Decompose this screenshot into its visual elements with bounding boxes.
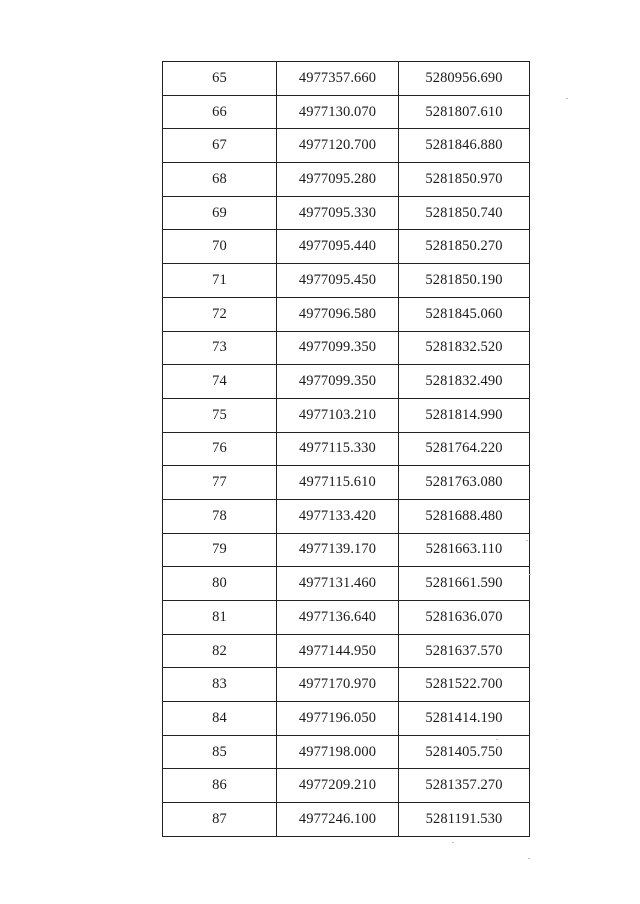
y-coordinate-cell: 5281850.970 xyxy=(399,163,530,197)
x-coordinate-cell: 4977099.350 xyxy=(277,365,399,399)
x-coordinate-cell: 4977170.970 xyxy=(277,668,399,702)
scan-speck xyxy=(452,842,454,843)
table-row xyxy=(163,297,530,331)
x-coordinate-cell: 4977144.950 xyxy=(277,634,399,668)
x-coordinate-cell: 4977130.070 xyxy=(277,95,399,129)
scan-speck xyxy=(528,858,530,859)
table-row xyxy=(163,62,530,96)
point-number-cell: 68 xyxy=(163,163,277,197)
y-coordinate-cell: 5281663.110 xyxy=(399,533,530,567)
point-number-cell: 81 xyxy=(163,601,277,635)
table-row xyxy=(163,365,530,399)
point-number-cell: 80 xyxy=(163,567,277,601)
point-number-cell: 70 xyxy=(163,230,277,264)
table-row xyxy=(163,331,530,365)
table-row xyxy=(163,668,530,702)
point-number-cell: 76 xyxy=(163,432,277,466)
y-coordinate-cell: 5281764.220 xyxy=(399,432,530,466)
table-row xyxy=(163,702,530,736)
point-number-cell: 79 xyxy=(163,533,277,567)
y-coordinate-cell: 5281850.270 xyxy=(399,230,530,264)
x-coordinate-cell: 4977133.420 xyxy=(277,499,399,533)
y-coordinate-cell: 5281763.080 xyxy=(399,466,530,500)
table-row xyxy=(163,601,530,635)
y-coordinate-cell: 5281850.190 xyxy=(399,264,530,298)
x-coordinate-cell: 4977103.210 xyxy=(277,398,399,432)
table-row xyxy=(163,769,530,803)
table-row xyxy=(163,735,530,769)
x-coordinate-cell: 4977096.580 xyxy=(277,297,399,331)
point-number-cell: 72 xyxy=(163,297,277,331)
table-row xyxy=(163,466,530,500)
point-number-cell: 86 xyxy=(163,769,277,803)
y-coordinate-cell: 5281405.750 xyxy=(399,735,530,769)
y-coordinate-cell: 5281832.490 xyxy=(399,365,530,399)
table-row xyxy=(163,634,530,668)
y-coordinate-cell: 5281814.990 xyxy=(399,398,530,432)
x-coordinate-cell: 4977115.610 xyxy=(277,466,399,500)
point-number-cell: 77 xyxy=(163,466,277,500)
x-coordinate-cell: 4977136.640 xyxy=(277,601,399,635)
y-coordinate-cell: 5281522.700 xyxy=(399,668,530,702)
y-coordinate-cell: 5281414.190 xyxy=(399,702,530,736)
coordinate-table-body xyxy=(163,62,530,837)
table-row xyxy=(163,196,530,230)
x-coordinate-cell: 4977095.330 xyxy=(277,196,399,230)
table-row xyxy=(163,230,530,264)
y-coordinate-cell: 5281832.520 xyxy=(399,331,530,365)
x-coordinate-cell: 4977095.440 xyxy=(277,230,399,264)
x-coordinate-cell: 4977099.350 xyxy=(277,331,399,365)
x-coordinate-cell: 4977198.000 xyxy=(277,735,399,769)
point-number-cell: 71 xyxy=(163,264,277,298)
y-coordinate-cell: 5281661.590 xyxy=(399,567,530,601)
y-coordinate-cell: 5281191.530 xyxy=(399,803,530,837)
y-coordinate-cell: 5281636.070 xyxy=(399,601,530,635)
point-number-cell: 78 xyxy=(163,499,277,533)
point-number-cell: 85 xyxy=(163,735,277,769)
point-number-cell: 74 xyxy=(163,365,277,399)
x-coordinate-cell: 4977115.330 xyxy=(277,432,399,466)
table-row xyxy=(163,95,530,129)
scan-speck xyxy=(496,739,498,740)
x-coordinate-cell: 4977120.700 xyxy=(277,129,399,163)
y-coordinate-cell: 5281846.880 xyxy=(399,129,530,163)
coordinate-table xyxy=(162,61,530,837)
table-row xyxy=(163,432,530,466)
point-number-cell: 83 xyxy=(163,668,277,702)
x-coordinate-cell: 4977131.460 xyxy=(277,567,399,601)
table-row xyxy=(163,533,530,567)
x-coordinate-cell: 4977246.100 xyxy=(277,803,399,837)
y-coordinate-cell: 5281637.570 xyxy=(399,634,530,668)
point-number-cell: 65 xyxy=(163,62,277,96)
y-coordinate-cell: 5281688.480 xyxy=(399,499,530,533)
y-coordinate-cell: 5281845.060 xyxy=(399,297,530,331)
y-coordinate-cell: 5281357.270 xyxy=(399,769,530,803)
y-coordinate-cell: 5281807.610 xyxy=(399,95,530,129)
point-number-cell: 84 xyxy=(163,702,277,736)
x-coordinate-cell: 4977095.450 xyxy=(277,264,399,298)
x-coordinate-cell: 4977357.660 xyxy=(277,62,399,96)
table-row xyxy=(163,264,530,298)
y-coordinate-cell: 5280956.690 xyxy=(399,62,530,96)
table-row xyxy=(163,163,530,197)
table-row xyxy=(163,499,530,533)
y-coordinate-cell: 5281850.740 xyxy=(399,196,530,230)
table-row xyxy=(163,803,530,837)
table-row xyxy=(163,398,530,432)
point-number-cell: 69 xyxy=(163,196,277,230)
scan-speck xyxy=(529,574,531,575)
point-number-cell: 73 xyxy=(163,331,277,365)
x-coordinate-cell: 4977139.170 xyxy=(277,533,399,567)
point-number-cell: 66 xyxy=(163,95,277,129)
table-row xyxy=(163,129,530,163)
point-number-cell: 87 xyxy=(163,803,277,837)
point-number-cell: 82 xyxy=(163,634,277,668)
point-number-cell: 75 xyxy=(163,398,277,432)
x-coordinate-cell: 4977196.050 xyxy=(277,702,399,736)
scan-speck xyxy=(526,540,528,541)
scan-speck xyxy=(566,98,568,99)
x-coordinate-cell: 4977209.210 xyxy=(277,769,399,803)
table-row xyxy=(163,567,530,601)
x-coordinate-cell: 4977095.280 xyxy=(277,163,399,197)
point-number-cell: 67 xyxy=(163,129,277,163)
